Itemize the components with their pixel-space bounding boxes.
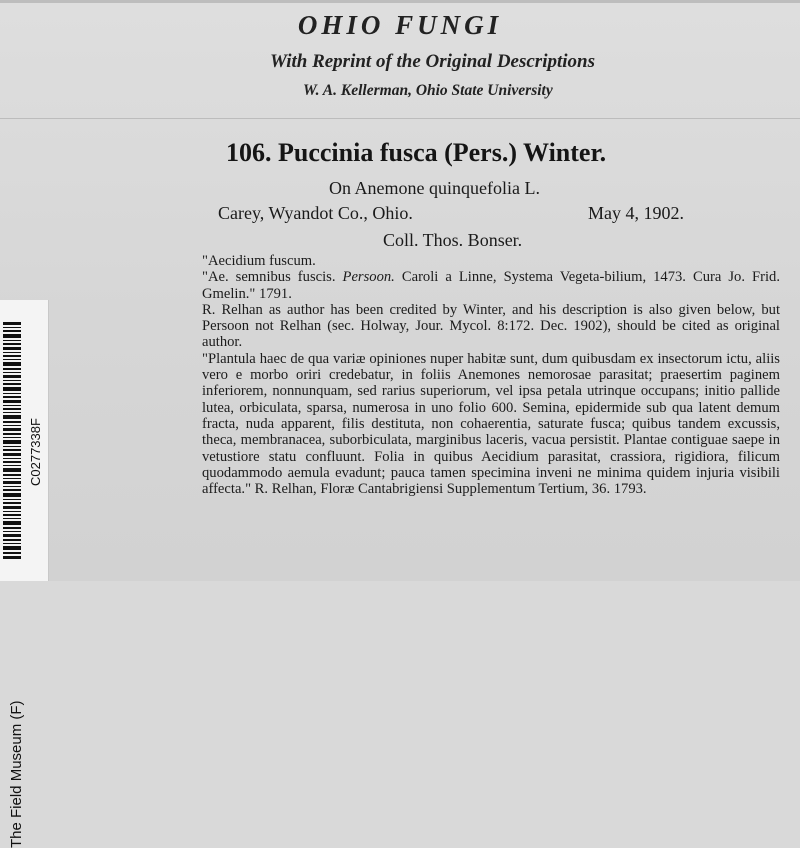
description-paragraph-4: "Plantula haec de qua variæ opiniones nuper habitæ sunt, dum quibusdam ex insectorum ictu, aliis vero e morbo oriri credebatur, in foliis Anemones nemorosae parasitat; praesertim paginem inferiorem, nonnunquam, sed rarius superiorum, vel ipsa petala utrinque occupans; initio pallide lutea, orbiculata, sparsa, numerosa in uno folio 600. Semina, epidermide sub qua latent demum fracta, nuda apparent, filis destituta, non cohaerentia, saturate fusca; quibus tandem excussis, theca, membranacea, suborbiculata, marginibus laceris, vacua persistit. Plantae contiguae saepe in vetustiore statu confluunt. Folia in quibus Aecidium parasitat, crassiora, rigidiora, filicum quodammodo aemula evadunt; pauca tamen specimina inveni ne minima quidem injuria visibili affecta." R. Relhan, Floræ Cantabrigiensi Supplementum Tertium, 36. 1793. [202,350,780,498]
description-p2-end: Caroli a Linne, Systema Vegeta-bilium, 1473. Cura Jo. Frid. Gmelin." 1791. [202,269,780,302]
author-line: W. A. Kellerman, Ohio State University [303,82,553,99]
top-edge [0,0,800,3]
collection-date: May 4, 1902. [588,203,684,223]
page-subtitle: With Reprint of the Original Descriptions [270,51,595,72]
description-p2-authority: Persoon. [342,269,395,286]
description-text [202,253,780,497]
header-divider [0,118,800,119]
barcode [3,320,21,560]
host-line: On Anemone quinquefolia L. [329,178,540,198]
collector-line: Coll. Thos. Bonser. [383,230,523,250]
museum-barcode-label: The Field Museum (F) [0,300,49,581]
description-paragraph-3: R. Relhan as author has been credited by Winter, and his description is also given below, but Persoon not Relhan (sec. Holway, Jour. Mycol. 8:172. Dec. 1902), should be cited as original author. [202,301,780,351]
page-title: OHIO FUNGI [297,10,503,40]
locality-line: Carey, Wyandot Co., Ohio. [218,203,413,223]
description-paragraph-1: "Aecidium fuscum. [202,253,316,269]
description-p2-start: "Ae. semnibus fuscis. [202,269,343,286]
species-title: 106. Puccinia fusca (Pers.) Winter. [226,138,607,167]
description-paragraph-2 [202,269,780,302]
